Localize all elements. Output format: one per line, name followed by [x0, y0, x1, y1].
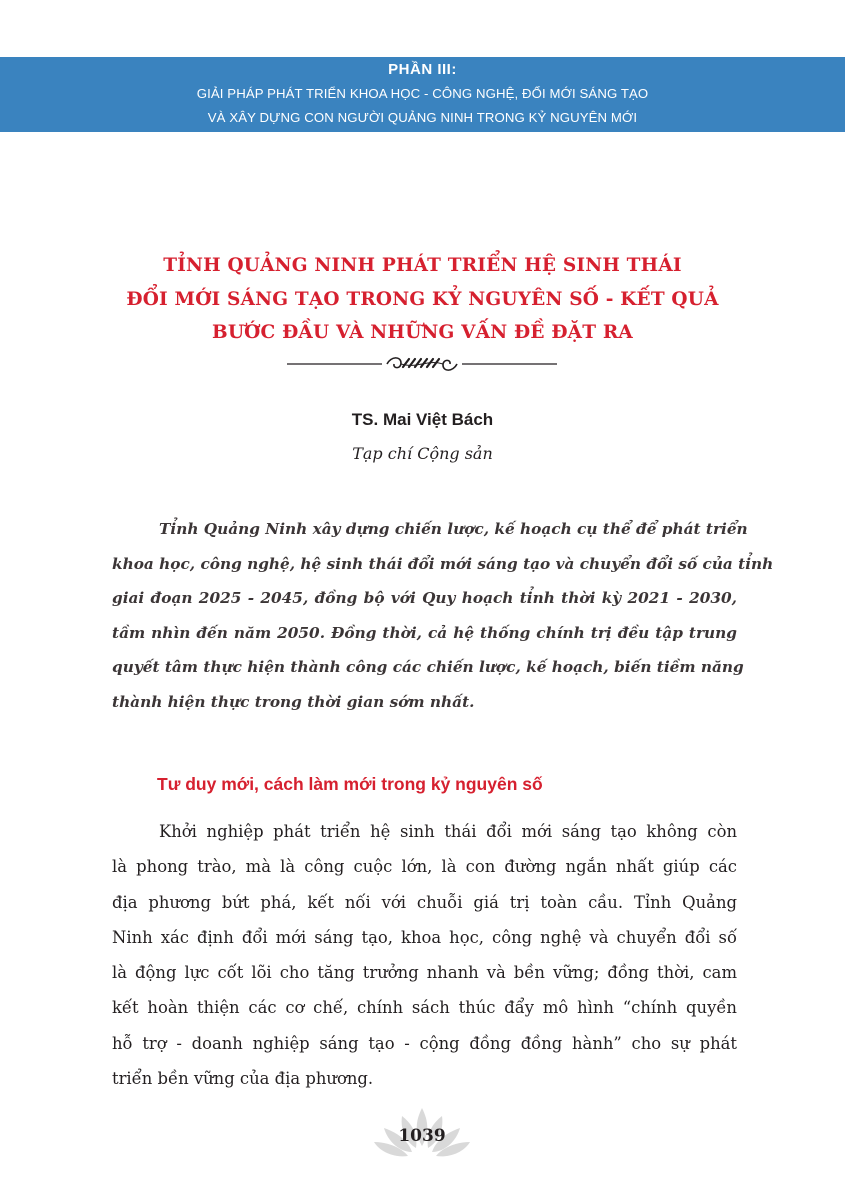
author-name: TS. Mai Việt Bách — [351, 410, 494, 429]
section-heading: Tư duy mới, cách làm mới trong kỷ nguyên số — [157, 774, 543, 794]
abstract-line: Tỉnh Quảng Ninh xây dựng chiến lược, kế hoạch cụ thể để phát triển — [159, 520, 748, 538]
article-title-line-3: BƯỚC ĐẦU VÀ NHỮNG VẤN ĐỀ ĐẶT RA — [212, 322, 633, 343]
body-line: là động lực cốt lõi cho tăng trưởng nhanh và bền vững; đồng thời, cam — [112, 963, 737, 983]
decorative-divider-icon — [287, 353, 557, 375]
part-label: PHẦN III: — [388, 61, 457, 78]
abstract — [112, 512, 774, 719]
part-title-line-1: GIẢI PHÁP PHÁT TRIỂN KHOA HỌC - CÔNG NGHỆ, ĐỔI MỚI SÁNG TẠO — [196, 86, 649, 101]
body-line: Khởi nghiệp phát triển hệ sinh thái đổi mới sáng tạo không còn — [159, 822, 737, 841]
abstract-line: quyết tâm thực hiện thành công các chiến lược, kế hoạch, biến tiềm năng — [112, 658, 744, 676]
article-title-line-2: ĐỔI MỚI SÁNG TẠO TRONG KỶ NGUYÊN SỐ - KẾT QUẢ — [126, 289, 719, 310]
body-line: kết hoàn thiện các cơ chế, chính sách thúc đẩy mô hình “chính quyền — [112, 998, 737, 1018]
body-paragraph — [112, 814, 737, 1096]
body-line: hỗ trợ - doanh nghiệp sáng tạo - cộng đồng đồng hành” cho sự phát — [112, 1033, 737, 1053]
abstract-line: thành hiện thực trong thời gian sớm nhất. — [112, 692, 475, 711]
part-title-line-2: VÀ XÂY DỰNG CON NGƯỜI QUẢNG NINH TRONG KỶ NGUYÊN MỚI — [207, 110, 638, 125]
author-affiliation: Tạp chí Cộng sản — [352, 444, 493, 463]
section-banner — [0, 57, 845, 132]
abstract-line: khoa học, công nghệ, hệ sinh thái đổi mới sáng tạo và chuyển đổi số của tỉnh — [112, 554, 774, 573]
article-title-line-1: TỈNH QUẢNG NINH PHÁT TRIỂN HỆ SINH THÁI — [163, 255, 682, 276]
abstract-line: tầm nhìn đến năm 2050. Đồng thời, cả hệ thống chính trị đều tập trung — [112, 623, 737, 642]
body-line: địa phương bứt phá, kết nối với chuỗi giá trị toàn cầu. Tỉnh Quảng — [112, 892, 737, 912]
body-line: là phong trào, mà là công cuộc lớn, là con đường ngắn nhất giúp các — [112, 857, 737, 877]
body-line: triển bền vững của địa phương. — [112, 1069, 374, 1089]
abstract-line: giai đoạn 2025 - 2045, đồng bộ với Quy hoạch tỉnh thời kỳ 2021 - 2030, — [112, 589, 737, 607]
body-line: Ninh xác định đổi mới sáng tạo, khoa học, công nghệ và chuyển đổi số — [112, 927, 737, 947]
page-number-badge — [372, 1106, 472, 1166]
page-number: 1039 — [398, 1126, 446, 1146]
